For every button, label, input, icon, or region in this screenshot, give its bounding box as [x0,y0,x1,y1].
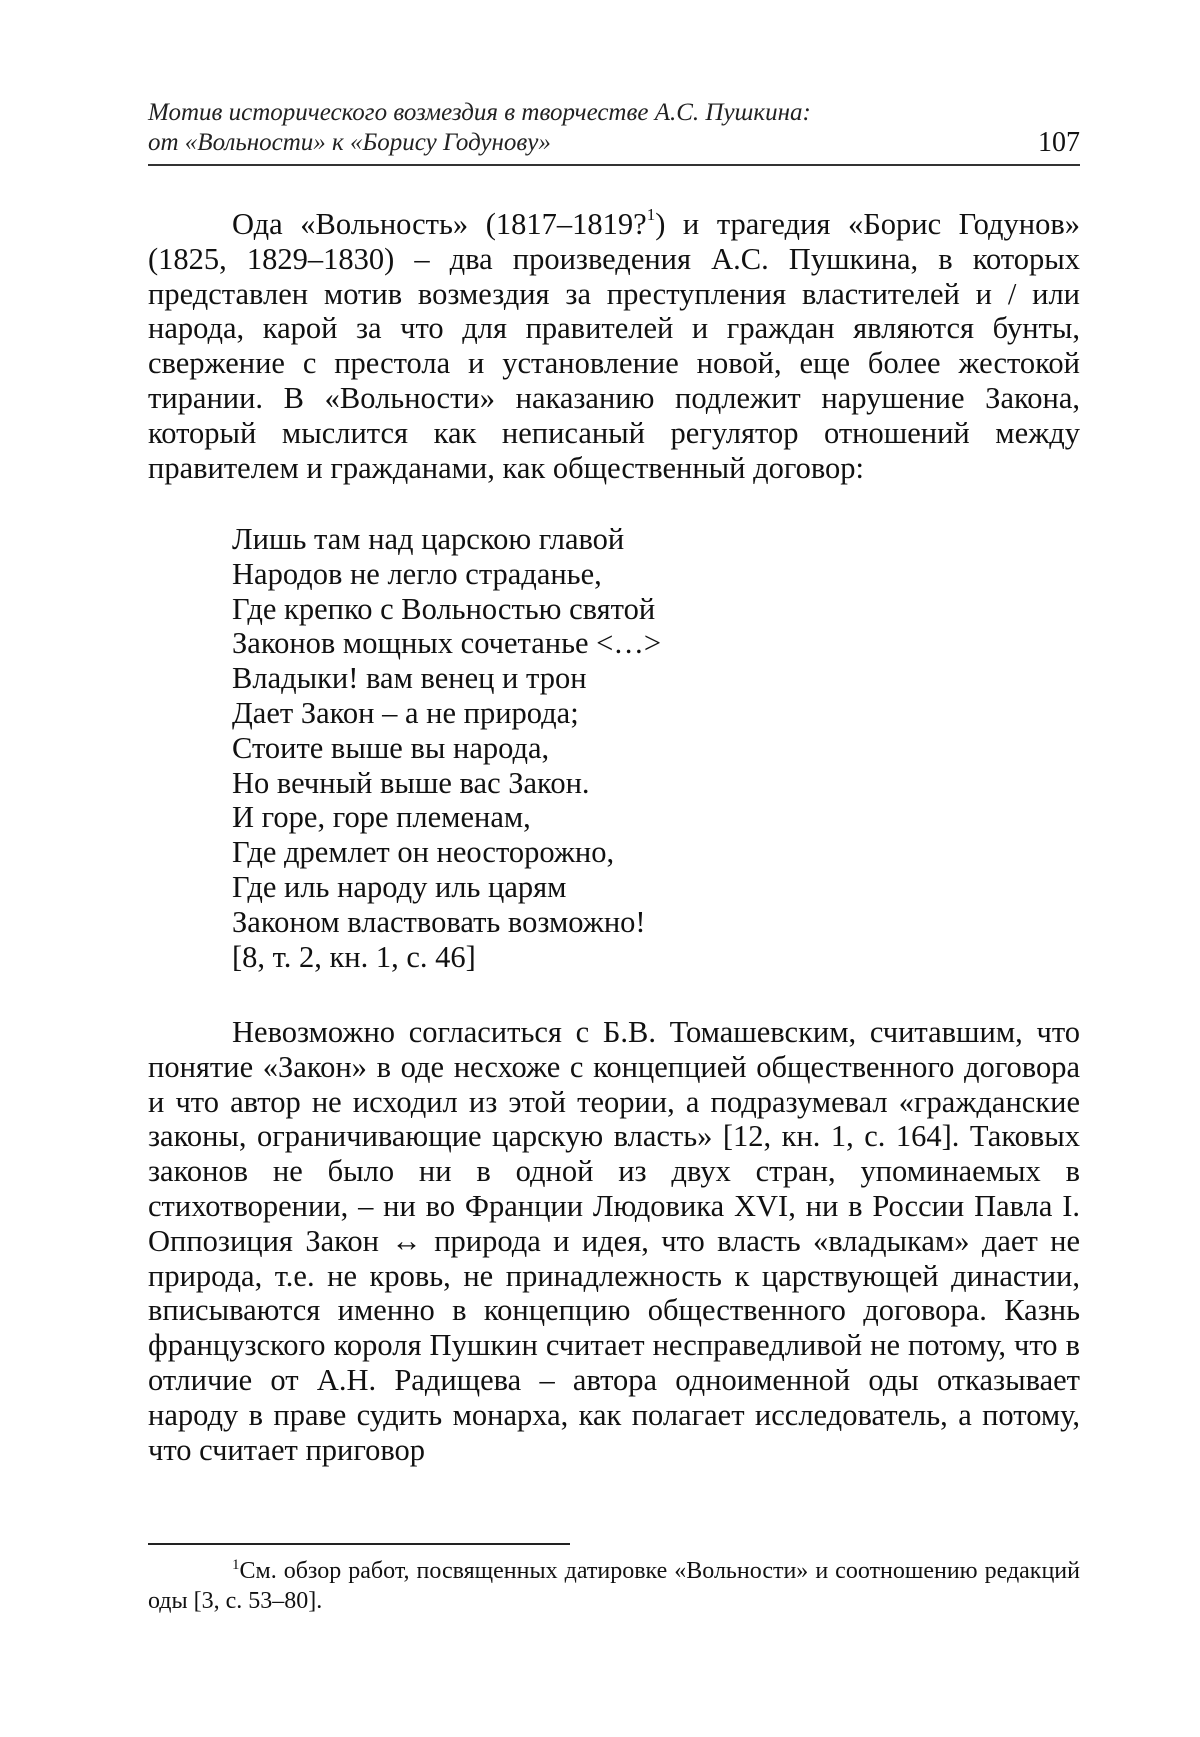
paragraph-1-text [148,204,1080,485]
verse-line: Но вечный выше вас Закон. [232,765,590,800]
footnote-mark: 1 [232,1557,240,1573]
verse-line: Лишь там над царскою главой [232,522,625,556]
paragraph-1-rest: ) и трагедия «Борис Годунов» (1825, 1829–1830) – два произведения А.С. Пушкина, в которых представлен мотив возмездия за преступления властителей и / или народа, карой за что для правителей и граждан являются бунты, свержение с престола и установление новой, еще более жестокой тирании. В «Вольности» наказанию подлежит нарушение Закона, который мыслится как неписаный регулятор отношений между правителем и гражданами, как общественный договор: [148,207,1080,485]
paragraph-1 [148,204,1080,485]
footnote [148,1556,1080,1616]
verse-line: Где дремлет он неосторожно, [232,835,615,870]
paragraph-1-start: Ода «Вольность» (1817–1819? [232,207,647,241]
running-head-line-2: от «Вольности» к «Борису Годунову» [148,129,551,156]
footnote-text: См. обзор работ, посвященных датировке «Вольности» и соотношению редакций оды [3, с. 53–80]. [148,1558,1080,1614]
verse-line: Народов не легло страданье, [232,556,602,591]
footnote-reference[interactable]: 1 [646,204,656,224]
verse-line: Дает Закон – а не природа; [232,695,579,730]
footnote-text-block [148,1556,1080,1616]
verse-line: Стоите выше вы народа, [232,730,550,765]
verse-line: Владыки! вам венец и трон [232,661,587,696]
running-head-line-1: Мотив исторического возмездия в творчестве А.С. Пушкина: [148,99,811,126]
verse-quotation [232,522,661,974]
paragraph-2 [148,1015,1080,1467]
verse-line: Где крепко с Вольностью святой [232,591,656,626]
verse-line: Законом властвовать возможно! [232,904,646,939]
verse-line: Законов мощных сочетанье <…> [232,626,662,661]
paragraph-2-text: Невозможно согласиться с Б.В. Томашевским, считавшим, что понятие «Закон» в оде несхоже с концепцией общественного договора и что автор не исходил из этой теории, а подразумевал «гражданские законы, ограничивающие царскую власть» [12, кн. 1, с. 164]. Таковых законов не было ни в одной из двух стран, упоминаемых в стихотворении, – ни во Франции Людовика XVI, ни в России Павла I. Оппозиция Закон ↔ природа и идея, что власть «владыкам» дает не природа, т.е. не кровь, не принадлежность к царствующей династии, вписываются именно в концепцию общественного договора. Казнь французского короля Пушкин считает несправедливой не потому, что в отличие от А.Н. Радищева – автора одноименной оды отказывает народу в праве судить монарха, как полагает исследователь, а потому, что считает приговор [148,1015,1080,1467]
verse-line: Где иль народу иль царям [232,869,567,904]
footnote-rule [148,1543,570,1545]
running-head [148,98,1080,158]
header-rule [148,164,1080,166]
verse-line: И горе, горе племенам, [232,800,531,835]
page-number: 107 [1038,127,1080,158]
verse-citation: [8, т. 2, кн. 1, с. 46] [232,939,476,974]
